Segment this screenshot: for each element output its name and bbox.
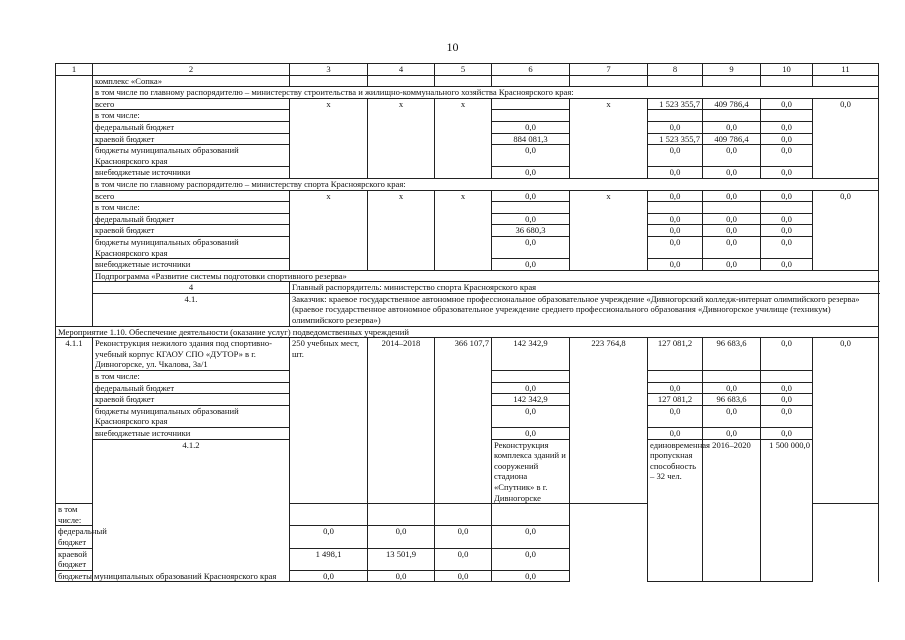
cell: 0,0: [703, 236, 761, 258]
row-label: краевой бюджет: [56, 548, 93, 570]
cell: 0,0: [813, 190, 879, 270]
cell: 0,0: [492, 190, 570, 202]
subprogram-label: Подпрограмма «Развитие системы подготовки спортивного резерва»: [93, 270, 879, 282]
cell: 0,0: [761, 382, 813, 394]
row-label: бюджеты муниципальных образований Красноярского края: [93, 145, 290, 167]
cell: 0,0: [492, 167, 570, 179]
page-number: 10: [446, 40, 459, 54]
cell: 0,0: [761, 428, 813, 440]
header-cell: 2: [93, 64, 290, 76]
row-label: краевой бюджет: [93, 394, 290, 406]
table-row: [56, 190, 879, 202]
cell: 0,0: [761, 394, 813, 406]
header-row: [56, 64, 879, 76]
row-number: 4.1.2: [93, 439, 290, 582]
cell: 1 523 355,7: [648, 133, 703, 145]
row-label: в том числе:: [93, 371, 290, 383]
cell: 13 501,9: [368, 548, 435, 570]
row-label: бюджеты муниципальных образований Красноярского края: [93, 405, 290, 427]
cell: 0,0: [703, 225, 761, 237]
cell: 127 081,2: [648, 394, 703, 406]
cell: 0,0: [761, 338, 813, 371]
cell: 0,0: [492, 382, 570, 394]
row-label: краевой бюджет: [93, 225, 290, 237]
cell: 0,0: [761, 98, 813, 110]
header-cell: 9: [703, 64, 761, 76]
cell: 366 107,7: [435, 338, 492, 504]
cell: 0,0: [492, 145, 570, 167]
row-label: бюджеты муниципальных образований Красноярского края: [56, 570, 93, 582]
cell: 0,0: [703, 259, 761, 271]
header-cell: 11: [813, 64, 879, 76]
cell: 0,0: [703, 167, 761, 179]
header-cell: 1: [56, 64, 93, 76]
cell: 0,0: [648, 213, 703, 225]
cell: х: [290, 98, 368, 178]
cell: 0,0: [761, 133, 813, 145]
cell: 0,0: [813, 98, 879, 178]
cell: 0,0: [761, 190, 813, 202]
cell: 409 786,4: [703, 133, 761, 145]
header-cell: 4: [368, 64, 435, 76]
cell: 96 683,6: [703, 394, 761, 406]
header-cell: 8: [648, 64, 703, 76]
table-row: [56, 293, 879, 326]
cell: х: [290, 190, 368, 270]
row-label: внебюджетные источники: [93, 428, 290, 440]
cell: 0,0: [290, 570, 368, 582]
budget-table: [55, 63, 879, 582]
cell: 0,0: [435, 570, 492, 582]
cell: 223 764,8: [570, 338, 648, 504]
cell: 0,0: [492, 236, 570, 258]
cell: 0,0: [492, 121, 570, 133]
cell: 0,0: [492, 548, 570, 570]
cell: х: [435, 98, 492, 178]
cell: 0,0: [492, 428, 570, 440]
cell: 0,0: [813, 338, 879, 504]
row-label: в том числе:: [56, 504, 93, 526]
cell: 0,0: [703, 428, 761, 440]
row-label: в том числе:: [93, 110, 290, 122]
table-row: [56, 87, 879, 99]
row-label: федеральный бюджет: [56, 526, 93, 548]
cell: 0,0: [703, 405, 761, 427]
cell: 0,0: [703, 121, 761, 133]
row-number: 4: [93, 282, 290, 294]
cell: 0,0: [648, 382, 703, 394]
cell: 0,0: [761, 213, 813, 225]
table-row: [56, 270, 879, 282]
table-row: [56, 178, 879, 190]
table-row: [56, 282, 879, 294]
cell: 0,0: [761, 145, 813, 167]
cell: 0,0: [703, 213, 761, 225]
measure-label: Мероприятие 1.10. Обеспечение деятельности (оказание услуг) подведомственных учреждений: [56, 326, 879, 338]
cell: 250 учебных мест, шт.: [290, 338, 368, 504]
cell: 142 342,9: [492, 338, 570, 371]
cell: 409 786,4: [703, 98, 761, 110]
row-label: в том числе:: [93, 202, 290, 214]
cell: 0,0: [648, 121, 703, 133]
cell: 0,0: [648, 190, 703, 202]
cell: 96 683,6: [703, 338, 761, 371]
cell: единовременная пропускная способность – 32 чел.: [648, 439, 703, 582]
cell: 0,0: [368, 570, 435, 582]
cell: 0,0: [761, 259, 813, 271]
cell: 1 523 355,7: [648, 98, 703, 110]
section-label: в том числе по главному распорядителю – министерству спорта Красноярского края:: [93, 178, 879, 190]
table-row: [56, 326, 879, 338]
cell: 0,0: [492, 213, 570, 225]
header-cell: 6: [492, 64, 570, 76]
cell: 0,0: [761, 121, 813, 133]
cell: 36 680,3: [492, 225, 570, 237]
cell: х: [570, 98, 648, 178]
header-cell: 5: [435, 64, 492, 76]
row-label: комплекс «Сопка»: [93, 75, 290, 87]
cell: 1 498,1: [290, 548, 368, 570]
cell: 0,0: [703, 145, 761, 167]
cell: 0,0: [492, 570, 570, 582]
table-row: [56, 98, 879, 110]
cell: 0,0: [492, 405, 570, 427]
cell: 0,0: [648, 259, 703, 271]
cell: 0,0: [290, 526, 368, 548]
section-label: Главный распорядитель: министерство спорта Красноярского края: [290, 282, 879, 294]
cell: 0,0: [648, 145, 703, 167]
cell: 127 081,2: [648, 338, 703, 371]
cell: 0,0: [492, 526, 570, 548]
header-cell: 7: [570, 64, 648, 76]
cell: 0,0: [648, 225, 703, 237]
cell: 0,0: [648, 428, 703, 440]
cell: 0,0: [761, 236, 813, 258]
cell: 142 342,9: [492, 394, 570, 406]
cell: 0,0: [435, 548, 492, 570]
header-cell: 3: [290, 64, 368, 76]
row-label: всего: [93, 190, 290, 202]
cell: 2016–2020: [703, 439, 761, 582]
section-label: Заказчик: краевое государственное автономное профессиональное образовательное учреждение «Дивногорский колледж-интернат олимпийского резерва» (краевое государственное автономное образовательное учреждение среднего профессионального образования «Дивногорское училище (техникум) олимпийского резерва»): [290, 293, 879, 326]
row-label: федеральный бюджет: [93, 382, 290, 394]
row-label: федеральный бюджет: [93, 213, 290, 225]
cell: 0,0: [761, 225, 813, 237]
row-label: внебюджетные источники: [93, 167, 290, 179]
row-label: краевой бюджет: [93, 133, 290, 145]
table-row: [56, 75, 879, 87]
cell: 0,0: [761, 167, 813, 179]
section-label: в том числе по главному распорядителю – министерству строительства и жилищно-коммунального хозяйства Красноярского края:: [93, 87, 879, 99]
cell: х: [368, 98, 435, 178]
cell: 2014–2018: [368, 338, 435, 504]
row-label: бюджеты муниципальных образований Красноярского края: [93, 236, 290, 258]
cell: 1 500 000,0: [761, 439, 813, 582]
row-label: Реконструкция комплекса зданий и сооружений стадиона «Спутник» в г. Дивногорске: [492, 439, 570, 504]
cell: 0,0: [703, 190, 761, 202]
cell: 0,0: [648, 405, 703, 427]
cell: 0,0: [492, 259, 570, 271]
row-number: 4.1.1: [56, 338, 93, 504]
row-label: федеральный бюджет: [93, 121, 290, 133]
header-cell: 10: [761, 64, 813, 76]
cell: х: [570, 190, 648, 270]
cell: 0,0: [648, 236, 703, 258]
row-label: Реконструкция нежилого здания под спортивно-учебный корпус КГАОУ СПО «ДУТОР» в г. Дивногорске, ул. Чкалова, 3а/1: [93, 338, 290, 371]
cell: 0,0: [703, 382, 761, 394]
row-label: всего: [93, 98, 290, 110]
cell: 0,0: [648, 167, 703, 179]
cell: 0,0: [761, 405, 813, 427]
cell: х: [368, 190, 435, 270]
cell: 0,0: [368, 526, 435, 548]
table-row: [56, 338, 879, 371]
cell: х: [435, 190, 492, 270]
cell: 884 081,3: [492, 133, 570, 145]
cell: 0,0: [435, 526, 492, 548]
row-label: внебюджетные источники: [93, 259, 290, 271]
row-number: 4.1.: [93, 293, 290, 326]
